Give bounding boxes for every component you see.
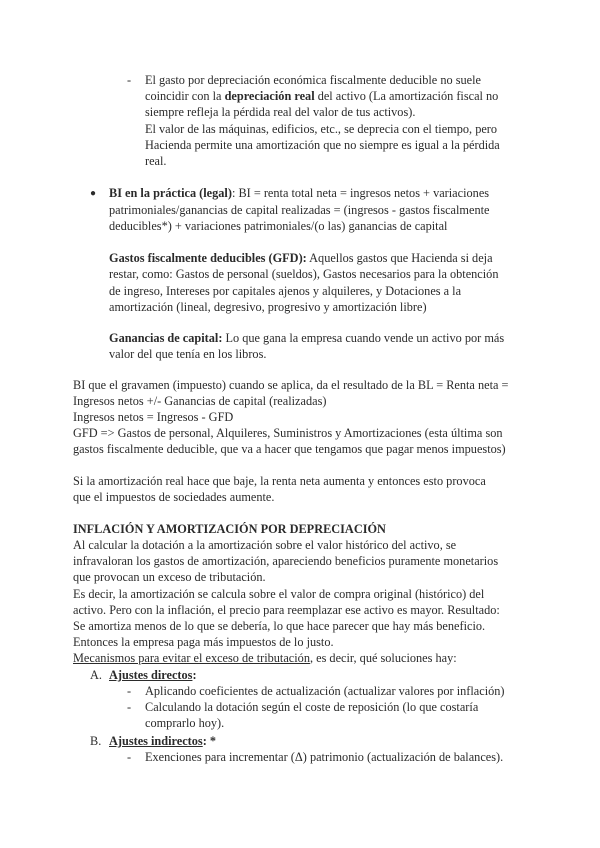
text-line: siempre refleja la pérdida real del valor de tus activos). xyxy=(145,105,416,119)
text-line: valor del que tenía en los libros. xyxy=(109,347,267,361)
text-line: que provocan un exceso de tributación. xyxy=(73,570,266,584)
text-line: restar, como: Gastos de personal (sueldos), Gastos necesarios para la obtención xyxy=(109,267,499,281)
text-line: comprarlo hoy). xyxy=(145,716,225,730)
text-line: BI que el gravamen (impuesto) cuando se aplica, da el resultado de la BL = Renta neta = xyxy=(73,378,509,392)
text-line: amortización (lineal, degresivo, progresivo y amortización libre) xyxy=(109,300,427,314)
section-heading: INFLACIÓN Y AMORTIZACIÓN POR DEPRECIACIÓN xyxy=(73,522,386,536)
bullet-dash: - xyxy=(127,750,132,764)
text-line: infravaloran los gastos de amortización, apareciendo beneficios puramente monetarios xyxy=(73,554,499,568)
text-line: activo. Pero con la inflación, el precio para reemplazar ese activo es mayor. Resultado: xyxy=(73,603,500,617)
text-line: El gasto por depreciación económica fiscalmente deducible no suele xyxy=(145,73,481,87)
text-line: Exenciones para incrementar (Δ) patrimonio (actualización de balances). xyxy=(145,750,504,764)
list-marker-a: A. xyxy=(90,668,102,682)
text-line: Mecanismos para evitar el exceso de tributación, es decir, qué soluciones hay: xyxy=(73,651,457,665)
text-line: de ingreso, Intereses por capitales ajenos y alquileres, y Dotaciones a la xyxy=(109,284,462,298)
text-line: El valor de las máquinas, edificios, etc., se deprecia con el tiempo, pero xyxy=(145,122,498,136)
text-line: Entonces la empresa paga más impuestos de lo justo. xyxy=(73,635,334,649)
text-line: real. xyxy=(145,154,167,168)
text-line: Gastos fiscalmente deducibles (GFD): Aquellos gastos que Hacienda si deja xyxy=(109,251,493,265)
bullet-dash: - xyxy=(127,684,132,698)
ajustes-directos-label: Ajustes directos: xyxy=(109,668,197,682)
text-line: Hacienda permite una amortización que no siempre es igual a la pérdida xyxy=(145,138,500,152)
bullet-dash: - xyxy=(127,73,132,87)
text-line: que el impuestos de sociedades aumente. xyxy=(73,490,275,504)
text-line: gastos fiscalmente deducible, que va a hacer que tengamos que pagar menos impuestos) xyxy=(73,442,506,456)
text-line: Es decir, la amortización se calcula sobre el valor de compra original (histórico) del xyxy=(73,587,485,601)
text-line: Calculando la dotación según el coste de reposición (lo que costaría xyxy=(145,700,479,714)
text-line: BI en la práctica (legal): BI = renta total neta = ingresos netos + variaciones xyxy=(109,186,490,200)
bullet-dash: - xyxy=(127,700,132,714)
text-line: Ingresos netos = Ingresos - GFD xyxy=(73,410,234,424)
text-line: Ingresos netos +/- Ganancias de capital (realizadas) xyxy=(73,394,327,408)
ajustes-indirectos-label: Ajustes indirectos: * xyxy=(109,734,217,748)
list-marker-b: B. xyxy=(90,734,102,748)
bullet-dot: ● xyxy=(90,188,97,199)
text-line: Ganancias de capital: Lo que gana la empresa cuando vende un activo por más xyxy=(109,331,505,345)
text-line: coincidir con la depreciación real del activo (La amortización fiscal no xyxy=(145,89,499,103)
text-line: Al calcular la dotación a la amortización sobre el valor histórico del activo, se xyxy=(73,538,457,552)
text-line: Se amortiza menos de lo que se debería, lo que hace parecer que hay más beneficio. xyxy=(73,619,486,633)
text-line: deducibles*) + variaciones patrimoniales/(o las) ganancias de capital xyxy=(109,219,448,233)
text-line: patrimoniales/ganancias de capital realizadas = (ingresos - gastos fiscalmente xyxy=(109,203,490,217)
text-line: Aplicando coeficientes de actualización (actualizar valores por inflación) xyxy=(145,684,505,698)
text-line: GFD => Gastos de personal, Alquileres, Suministros y Amortizaciones (esta última son xyxy=(73,426,503,440)
text-line: Si la amortización real hace que baje, la renta neta aumenta y entonces esto provoca xyxy=(73,474,486,488)
